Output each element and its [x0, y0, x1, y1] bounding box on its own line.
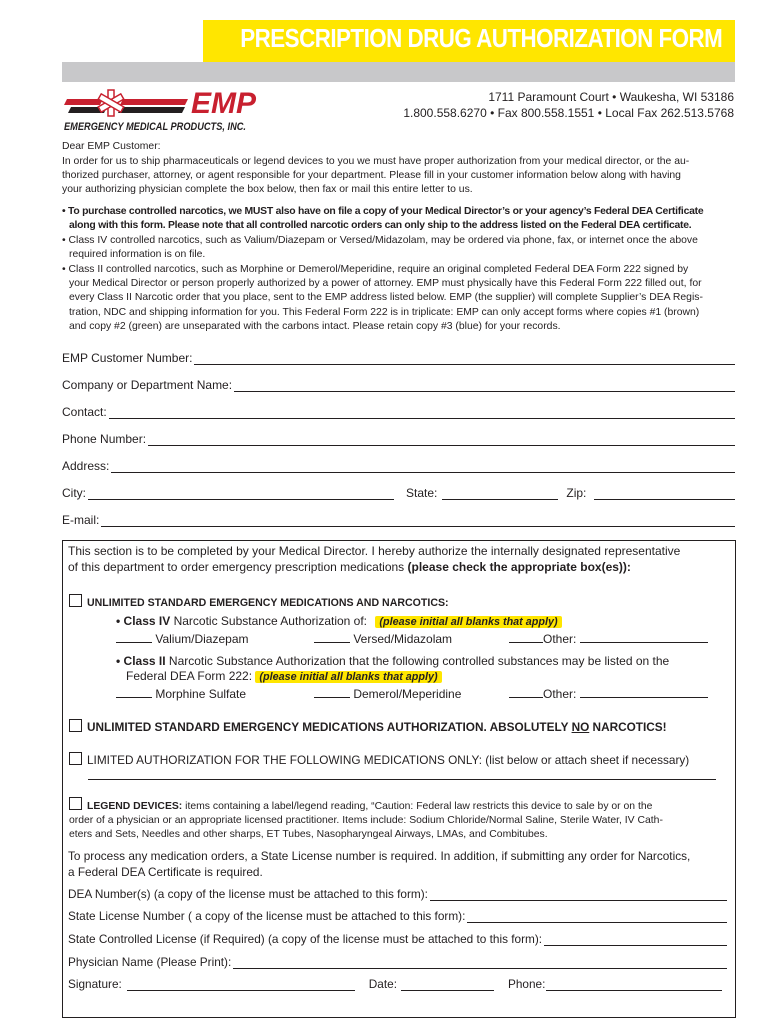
- date-input[interactable]: [401, 979, 494, 991]
- versed-label: Versed/Midazolam: [353, 632, 453, 646]
- phone-input[interactable]: [148, 434, 735, 446]
- option-limited-label: LIMITED AUTHORIZATION FOR THE FOLLOWING MEDICATIONS ONLY: (list below or attach sheet if necessary): [87, 753, 690, 767]
- physician-name-label: Physician Name (Please Print):: [68, 955, 232, 969]
- contact-label: Contact:: [62, 405, 107, 419]
- bullet-class-ii-line-3: every Class II Narcotic order that you place, sent to the EMP address listed below. EMP (the supplier) will complete Supplier’s DEA Regis-: [69, 292, 703, 304]
- customer-number-label: EMP Customer Number:: [62, 351, 193, 365]
- bullet-class-ii-line-5: and copy #2 (green) are unseparated with the carbons intact. Please retain copy #3 (blue) for your records.: [69, 320, 561, 332]
- state-license-label: State License Number ( a copy of the license must be attached to this form):: [68, 909, 466, 923]
- bullet-class-iv: [62, 234, 738, 262]
- contact-input[interactable]: [109, 407, 735, 419]
- customer-number-input[interactable]: [194, 353, 735, 365]
- class-iv-items: [116, 631, 249, 646]
- phone-field[interactable]: [62, 430, 735, 446]
- class-ii-initial-note: (please initial all blanks that apply): [255, 671, 441, 683]
- email-input[interactable]: [101, 515, 735, 527]
- option-no-narcotics-label-post: NARCOTICS!: [592, 720, 667, 734]
- signature-row: [68, 975, 722, 991]
- versed-item: [314, 631, 452, 646]
- limited-medications-line[interactable]: [88, 779, 716, 780]
- emp-logo: [63, 85, 263, 133]
- dea-number-label: DEA Number(s) (a copy of the license must be attached to this form):: [68, 887, 428, 901]
- physician-phone-input[interactable]: [546, 979, 722, 991]
- dea-number-input[interactable]: [430, 889, 727, 901]
- demerol-label: Demerol/Meperidine: [353, 687, 462, 701]
- logo-company-name: EMERGENCY MEDICAL PRODUCTS, INC.: [64, 121, 247, 133]
- license-note-1: To process any medication orders, a State License number is required. In addition, if submitting any order for Narcotics,: [68, 849, 691, 863]
- bullet-dea-line-2: along with this form. Please note that all controlled narcotic orders can only ship to the address listed on the Federal DEA certificate.: [69, 220, 692, 232]
- class-iv-initial-note: (please initial all blanks that apply): [375, 616, 561, 628]
- bullet-class-ii-line-1: • Class II controlled narcotics, such as Morphine or Demerol/Meperidine, require an original completed Federal DEA Form 222 signed by: [62, 264, 689, 275]
- state-license-field[interactable]: [68, 907, 727, 923]
- class-ii-line: [116, 654, 669, 668]
- signature-label: Signature:: [68, 977, 122, 991]
- class-ii-other-label: Other:: [543, 687, 577, 701]
- option-no-narcotics-label-no: NO: [571, 720, 590, 734]
- class-iv-other-input[interactable]: [580, 631, 708, 643]
- city-state-zip-row: [62, 484, 735, 500]
- valium-label: Valium/Diazepam: [155, 632, 249, 646]
- class-ii-items: [116, 686, 246, 701]
- bullet-class-ii-line-2: your Medical Director or person properly authorized by a power of attorney. EMP must physically have this Federal Form 222 filled out, for: [69, 278, 702, 290]
- bullet-class-ii-line-4: tration, NDC and shipping information for you. This Federal Form 222 is in triplicate: EMP can only accept forms where copies #1 (brown): [69, 306, 700, 318]
- checkbox-unlimited-narcotics[interactable]: [69, 594, 82, 607]
- state-controlled-input[interactable]: [544, 934, 727, 946]
- class-iv-other-initial-blank[interactable]: [509, 631, 543, 643]
- state-controlled-field[interactable]: [68, 930, 727, 946]
- letter-intro-1: In order for us to ship pharmaceuticals or legend devices to you we must have proper authorization from your medical director, or the au-: [62, 156, 690, 167]
- bullet-narcotics-dea: [62, 205, 738, 233]
- email-field[interactable]: [62, 511, 735, 527]
- checkbox-no-narcotics[interactable]: [69, 719, 82, 732]
- letter-intro-2: thorized purchaser, attorney, or agent responsible for your department. Please fill in your customer information below along with having: [62, 170, 681, 181]
- company-label: Company or Department Name:: [62, 378, 233, 392]
- license-note: [68, 848, 690, 880]
- versed-initial-blank[interactable]: [314, 631, 350, 643]
- class-ii-other-input[interactable]: [580, 686, 708, 698]
- class-ii-text-2: Federal DEA Form 222:: [126, 669, 253, 683]
- state-input[interactable]: [442, 488, 558, 500]
- option-unlimited-narcotics[interactable]: [69, 594, 449, 609]
- physician-phone-label: Phone:: [507, 977, 546, 991]
- address-label: Address:: [62, 459, 110, 473]
- address-input[interactable]: [111, 461, 735, 473]
- class-ii-bullet: • Class II: [116, 654, 166, 668]
- class-ii-other-initial-blank[interactable]: [509, 686, 543, 698]
- bullet-class-ii: [62, 263, 738, 334]
- company-input[interactable]: [234, 380, 735, 392]
- bullet-dea-line-1: • To purchase controlled narcotics, we MUST also have on file a copy of your Medical Director’s or your agency’s Federal DEA Certificate: [62, 206, 704, 217]
- bullet-class-iv-line-2: required information is on file.: [69, 249, 206, 261]
- emp-logo-graphic: [63, 85, 263, 133]
- city-label: City:: [62, 486, 86, 500]
- signature-input[interactable]: [127, 979, 355, 991]
- director-intro-1: This section is to be completed by your Medical Director. I hereby authorize the internally designated representative: [68, 544, 681, 558]
- director-intro-2: [68, 560, 631, 574]
- checkbox-legend-devices[interactable]: [69, 797, 82, 810]
- option-legend-devices[interactable]: [69, 797, 663, 843]
- header-gray-bar: [62, 62, 735, 82]
- city-input[interactable]: [88, 488, 394, 500]
- date-label: Date:: [368, 977, 397, 991]
- class-iv-other-label: Other:: [543, 632, 577, 646]
- demerol-initial-blank[interactable]: [314, 686, 350, 698]
- checkbox-limited[interactable]: [69, 752, 82, 765]
- option-unlimited-narcotics-label: UNLIMITED STANDARD EMERGENCY MEDICATIONS AND NARCOTICS:: [87, 597, 449, 609]
- option-no-narcotics-label-pre: UNLIMITED STANDARD EMERGENCY MEDICATIONS AUTHORIZATION. ABSOLUTELY: [87, 720, 569, 734]
- letter-greeting: Dear EMP Customer:: [62, 141, 161, 152]
- class-iv-bullet: • Class IV: [116, 614, 171, 628]
- state-controlled-label: State Controlled License (if Required) (a copy of the license must be attached to this form):: [68, 932, 543, 946]
- contact-field[interactable]: [62, 403, 735, 419]
- option-limited[interactable]: [69, 752, 689, 767]
- license-note-2: a Federal DEA Certificate is required.: [68, 865, 263, 879]
- demerol-item: [314, 686, 461, 701]
- dea-number-field[interactable]: [68, 885, 727, 901]
- logo-wordmark: EMP: [191, 87, 257, 120]
- bullet-class-iv-line-1: • Class IV controlled narcotics, such as Valium/Diazepam or Versed/Midazolam, may be ordered via phone, fax, or internet once the above: [62, 235, 698, 246]
- director-intro-2-bold: (please check the appropriate box(es)):: [407, 560, 631, 574]
- email-label: E-mail:: [62, 513, 100, 527]
- legend-devices-bold: LEGEND DEVICES:: [87, 801, 183, 812]
- legend-devices-line-3: eters and Sets, Needles and other sharps, ET Tubes, Nasopharyngeal Airways, LMAs, and Combitubes.: [69, 829, 548, 841]
- physician-name-field[interactable]: [68, 953, 727, 969]
- customer-number-field[interactable]: [62, 349, 735, 365]
- address-field[interactable]: [62, 457, 735, 473]
- state-license-input[interactable]: [467, 911, 727, 923]
- address-line-2: 1.800.558.6270 • Fax 800.558.1551 • Local Fax 262.513.5768: [403, 106, 734, 120]
- zip-label: Zip:: [566, 486, 587, 500]
- class-iv-line: [116, 614, 562, 628]
- class-ii-text: Narcotic Substance Authorization that the following controlled substances may be listed on the: [168, 654, 670, 668]
- form-title: PRESCRIPTION DRUG AUTHORIZATION FORM: [240, 23, 723, 53]
- star-of-life-icon: [98, 90, 124, 116]
- director-intro-2-text: of this department to order emergency prescription medications: [68, 560, 405, 574]
- logo-speed-stripes: [64, 99, 188, 113]
- phone-label: Phone Number:: [62, 432, 147, 446]
- class-iv-text: Narcotic Substance Authorization of:: [173, 614, 368, 628]
- morphine-label: Morphine Sulfate: [155, 687, 247, 701]
- morphine-initial-blank[interactable]: [116, 686, 152, 698]
- class-iv-other-item: [509, 631, 708, 646]
- legend-devices-line-2: order of a physician or an appropriate licensed practitioner. Items include: Sodium Chloride/Normal Saline, Sterile Water, IV Cath-: [69, 815, 663, 827]
- address-line-1: 1711 Paramount Court • Waukesha, WI 53186: [488, 90, 734, 104]
- class-ii-line-2: [126, 669, 442, 683]
- company-field[interactable]: [62, 376, 735, 392]
- option-no-narcotics[interactable]: [69, 719, 667, 734]
- class-ii-other-item: [509, 686, 708, 701]
- zip-input[interactable]: [594, 488, 735, 500]
- valium-initial-blank[interactable]: [116, 631, 152, 643]
- state-label: State:: [406, 486, 438, 500]
- physician-name-input[interactable]: [233, 957, 727, 969]
- letter-intro-3: your authorizing physician complete the box below, then fax or mail this entire letter to us.: [62, 184, 473, 195]
- legend-devices-line-1: items containing a label/legend reading, “Caution: Federal law restricts this device to sale by or on the: [185, 801, 653, 812]
